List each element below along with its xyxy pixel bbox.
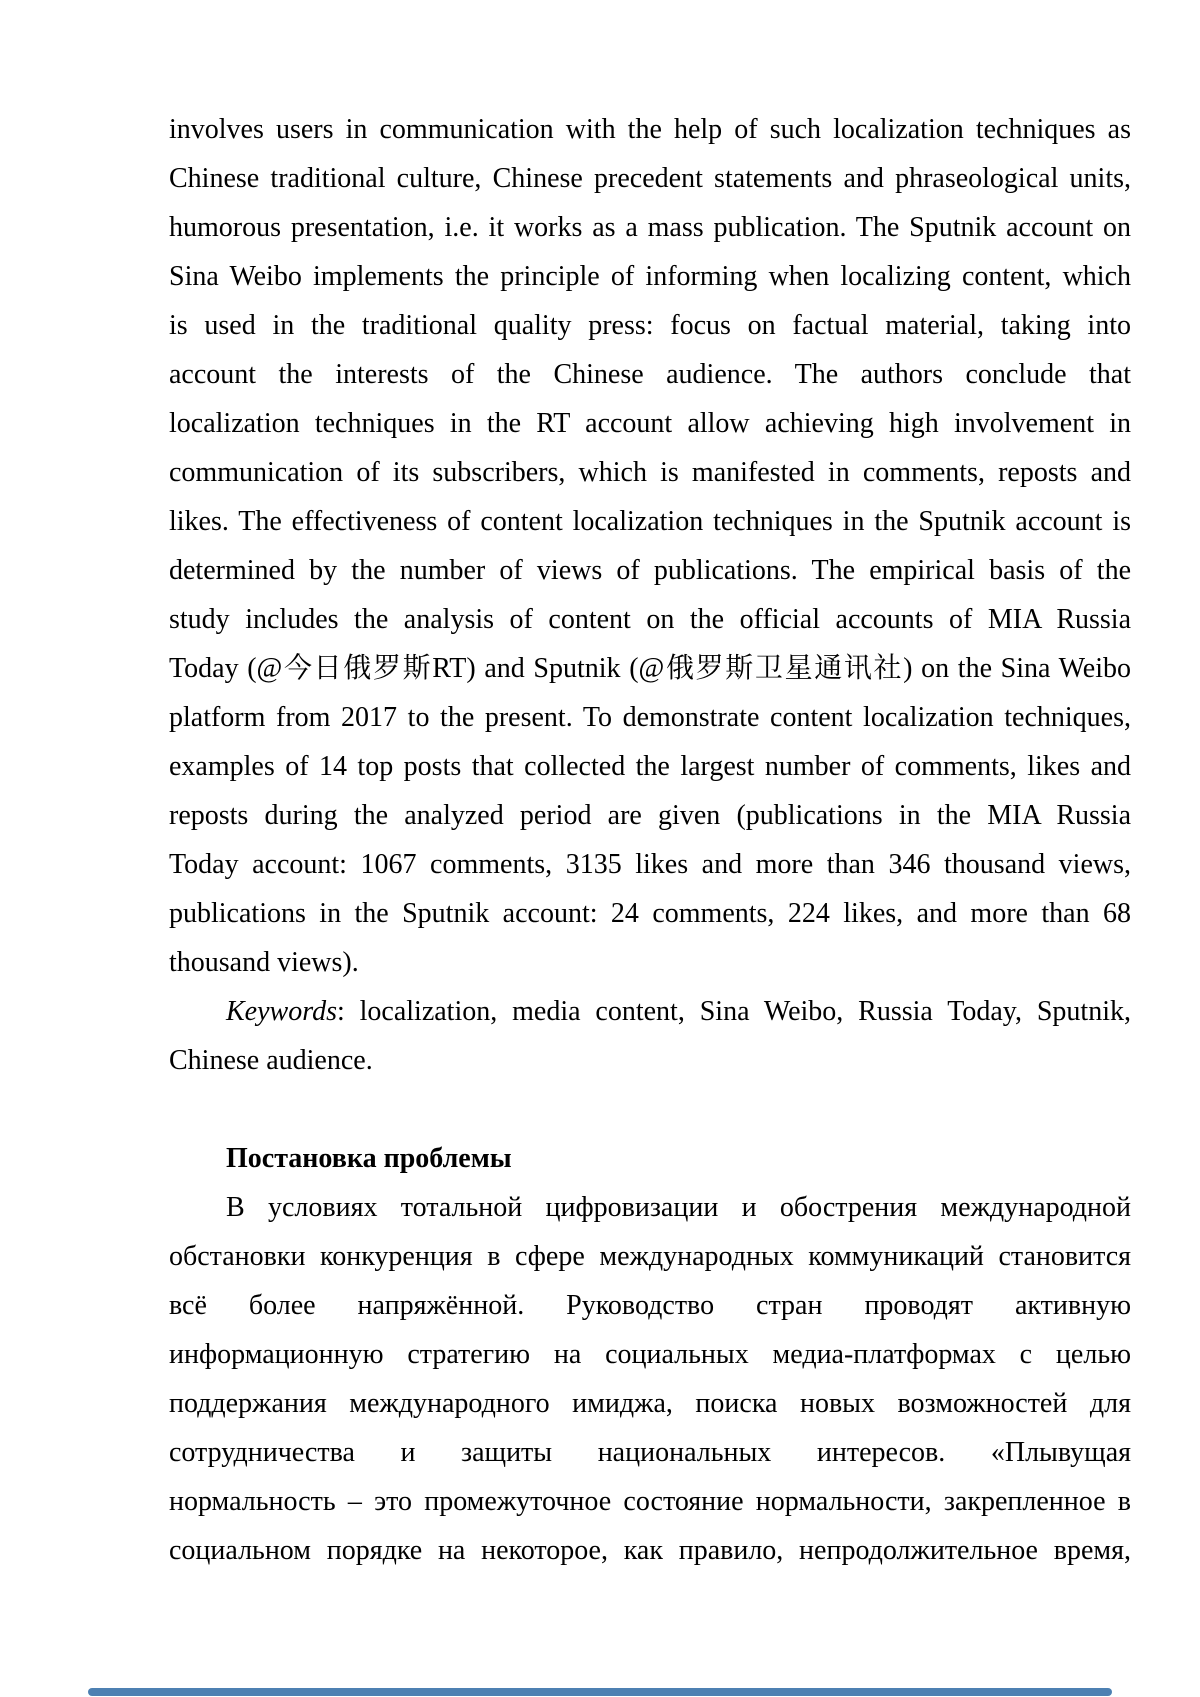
- text-line: communication of its subscribers, which is manifested in comments, reposts and: [169, 457, 1131, 488]
- keywords-line-1: [169, 987, 1131, 1036]
- keywords-paragraph: [169, 987, 1131, 1085]
- keywords-list: : localization, media content, Sina Weibo, Russia Today, Sputnik,: [336, 996, 1131, 1027]
- text-line: нормальность – это промежуточное состояние нормальности, закрепленное в: [169, 1486, 1131, 1517]
- text-line: thousand views).: [169, 947, 359, 978]
- abstract-continuation-paragraph: [169, 105, 1131, 987]
- text-line: likes. The effectiveness of content localization techniques in the Sputnik account is: [169, 506, 1131, 537]
- text-line: В условиях тотальной цифровизации и обострения международной: [226, 1192, 1131, 1223]
- text-line: сотрудничества и защиты национальных интересов. «Плывущая: [169, 1437, 1131, 1468]
- text-line: platform from 2017 to the present. To demonstrate content localization techniques,: [169, 702, 1131, 733]
- keywords-label: Keywords: [226, 996, 337, 1027]
- text-line: Chinese traditional culture, Chinese precedent statements and phraseological units,: [169, 163, 1131, 194]
- problem-statement-paragraph: [169, 1183, 1131, 1575]
- text-line: поддержания международного имиджа, поиска новых возможностей для: [169, 1388, 1131, 1419]
- text-line: examples of 14 top posts that collected the largest number of comments, likes and: [169, 751, 1131, 782]
- blank-line: [169, 1085, 1131, 1134]
- text-line: социальном порядке на некоторое, как правило, непродолжительное время,: [169, 1535, 1131, 1566]
- text-line: информационную стратегию на социальных медиа-платформах с целью: [169, 1339, 1131, 1370]
- text-line: involves users in communication with the help of such localization techniques as: [169, 114, 1131, 145]
- text-line: Today (@今日俄罗斯RT) and Sputnik (@俄罗斯卫星通讯社) on the Sina Weibo: [169, 653, 1131, 684]
- text-line: publications in the Sputnik account: 24 comments, 224 likes, and more than 68: [169, 898, 1131, 929]
- text-line: reposts during the analyzed period are given (publications in the MIA Russia: [169, 800, 1131, 831]
- text-line: Today account: 1067 comments, 3135 likes and more than 346 thousand views,: [169, 849, 1131, 880]
- text-line: determined by the number of views of publications. The empirical basis of the: [169, 555, 1131, 586]
- keywords-line-2: Chinese audience.: [169, 1045, 373, 1076]
- text-line: обстановки конкуренция в сфере международных коммуникаций становится: [169, 1241, 1131, 1272]
- text-line: всё более напряжённой. Руководство стран проводят активную: [169, 1290, 1131, 1321]
- text-column: [169, 105, 1131, 1575]
- horizontal-scrollbar[interactable]: [88, 1688, 1112, 1696]
- text-line: localization techniques in the RT account allow achieving high involvement in: [169, 408, 1131, 439]
- text-line: is used in the traditional quality press: focus on factual material, taking into: [169, 310, 1131, 341]
- text-line: Sina Weibo implements the principle of informing when localizing content, which: [169, 261, 1131, 292]
- text-line: account the interests of the Chinese audience. The authors conclude that: [169, 359, 1131, 390]
- text-line: study includes the analysis of content on the official accounts of MIA Russia: [169, 604, 1131, 635]
- text-line: humorous presentation, i.e. it works as a mass publication. The Sputnik account on: [169, 212, 1131, 243]
- section-heading: Постановка проблемы: [226, 1143, 512, 1174]
